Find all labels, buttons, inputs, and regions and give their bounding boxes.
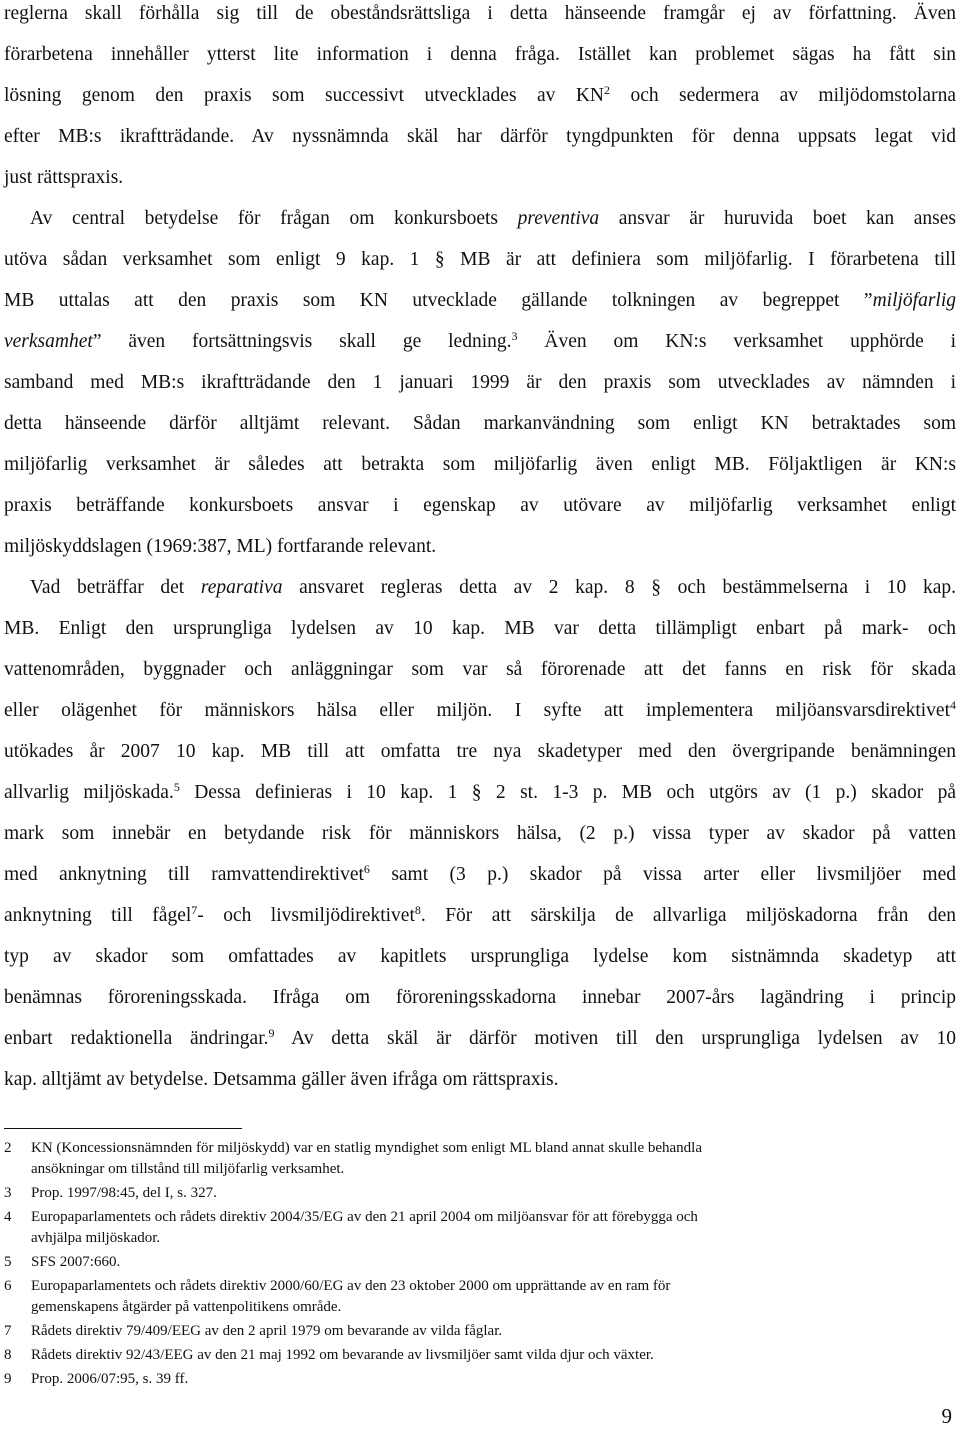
footnote: 2 KN (Koncessionsnämnden för miljöskydd) var en statlig myndighet som enligt ML bland annat skulle behandla: [4, 1140, 702, 1156]
footnote-ref: 7: [191, 903, 198, 917]
body-line: Av central betydelse för frågan om konkursboets preventiva ansvar är huruvida boet kan anses: [30, 208, 957, 229]
footnote-ref: 8: [414, 903, 421, 917]
body-line: Vad beträffar det reparativa ansvaret regleras detta av 2 kap. 8 § och bestämmelserna i 10 kap.: [30, 577, 956, 598]
body-line: reglerna skall förhålla sig till de obeståndsrättsliga i detta hänseende framgår ej av författning. Även: [4, 3, 956, 24]
footnote-continuation: ansökningar om tillstånd till miljöfarlig verksamhet.: [31, 1161, 345, 1177]
body-line: vattenområden, byggnader och anläggningar som var så förorenade att det fanns en risk för skada: [4, 659, 956, 680]
body-line: utöva sådan verksamhet som enligt 9 kap. 1 § MB är att definiera som miljöfarlig. I förarbetena till: [4, 249, 956, 270]
body-line: MB uttalas att den praxis som KN utvecklade gällande tolkningen av begreppet ”miljöfarlig: [4, 290, 956, 311]
footnote-continuation: avhjälpa miljöskador.: [31, 1230, 161, 1246]
footnote: 6 Europaparlamentets och rådets direktiv 2000/60/EG av den 23 oktober 2000 om upprättande av en ram för: [4, 1278, 671, 1294]
body-line: typ av skador som omfattades av kapitlets ursprungliga lydelse kom sistnämnda skadetyp att: [4, 946, 956, 967]
body-line: anknytning till fågel$^7$- och livsmiljödirektivet$^8$. För att särskilja de allvarliga miljöskadorna från den: [4, 903, 956, 926]
body-line: utökades år 2007 10 kap. MB till att omfatta tre nya skadetyper med den övergripande benämningen: [4, 741, 956, 762]
footnote-ref: 3: [511, 329, 518, 343]
body-line: detta hänseende därför alltjämt relevant. Sådan markanvändning som enligt KN betraktades som: [4, 413, 956, 434]
body-line: samband med MB:s ikraftträdande den 1 januari 1999 är den praxis som utvecklades av nämnden i: [4, 372, 956, 393]
body-line: benämnas föroreningsskada. Ifråga om föroreningsskadorna innebar 2007-års lagändring i princip: [4, 987, 956, 1008]
body-line: lösning genom den praxis som successivt utvecklades av $KN^2$ och sedermera av miljödomstolarna: [4, 83, 956, 106]
footnote: 3 Prop. 1997/98:45, del I, s. 327.: [4, 1185, 217, 1201]
body-line: just rättspraxis.: [4, 167, 124, 188]
footnote-continuation: gemenskapens åtgärder på vattenpolitikens område.: [31, 1299, 342, 1315]
footnote-separator: [4, 1128, 242, 1129]
body-line: mark som innebär en betydande risk för människors hälsa, (2 p.) vissa typer av skador på vatten: [4, 823, 956, 844]
body-line: verksamhet” även fortsättningsvis skall ge ledning.$^3$ Även om KN:s verksamhet upphörde i: [4, 329, 957, 352]
body-line: enbart redaktionella ändringar.$^9$ Av detta skäl är därför motiven till den ursprungliga lydelsen av 10: [4, 1026, 956, 1049]
footnote: 7 Rådets direktiv 79/409/EEG av den 2 april 1979 om bevarande av vilda fåglar.: [4, 1323, 503, 1339]
body-line: eller olägenhet för människors hälsa eller miljön. I syfte att implementera miljöansvarsdirektivet$^4$: [4, 698, 956, 721]
body-line: miljöfarlig verksamhet är således att betrakta som miljöfarlig även enligt MB. Följaktligen är KN:s: [4, 454, 956, 475]
body-line: med anknytning till ramvattendirektivet$^6$ samt (3 p.) skador på vissa arter eller livsmiljöer med: [4, 862, 956, 885]
body-line: efter MB:s ikraftträdande. Av nyssnämnda skäl har därför tyngdpunkten för denna uppsats legat vid: [4, 126, 956, 147]
body-line: förarbetena innehåller ytterst lite information i denna fråga. Istället kan problemet sägas ha fått sin: [4, 44, 956, 65]
footnote-ref: 5: [173, 780, 180, 794]
body-line: praxis beträffande konkursboets ansvar i egenskap av utövare av miljöfarlig verksamhet enligt: [4, 495, 956, 516]
footnote-ref: 4: [950, 698, 956, 712]
footnote-ref: 6: [363, 862, 370, 876]
footnote-ref: 9: [268, 1026, 275, 1040]
body-line: MB. Enligt den ursprungliga lydelsen av 10 kap. MB var detta tillämpligt enbart på mark- och: [4, 618, 956, 639]
footnote: 5 SFS 2007:660.: [4, 1254, 121, 1270]
footnote-ref: 2: [604, 83, 610, 97]
footnote: 4 Europaparlamentets och rådets direktiv 2004/35/EG av den 21 april 2004 om miljöansvar för att förebygga och: [4, 1209, 698, 1225]
body-line: miljöskyddslagen (1969:387, ML) fortfarande relevant.: [4, 536, 437, 557]
page-number: 9: [941, 1404, 952, 1428]
footnote: 8 Rådets direktiv 92/43/EEG av den 21 maj 1992 om bevarande av livsmiljöer samt vilda djur och växter.: [4, 1347, 654, 1363]
footnote: 9 Prop. 2006/07:95, s. 39 ff.: [4, 1371, 189, 1387]
body-line: kap. alltjämt av betydelse. Detsamma gäller även ifråga om rättspraxis.: [4, 1069, 559, 1090]
body-line: allvarlig miljöskada.$^5$ Dessa definieras i 10 kap. 1 § 2 st. 1-3 p. MB och utgörs av (1 p.) skador på: [4, 780, 956, 803]
